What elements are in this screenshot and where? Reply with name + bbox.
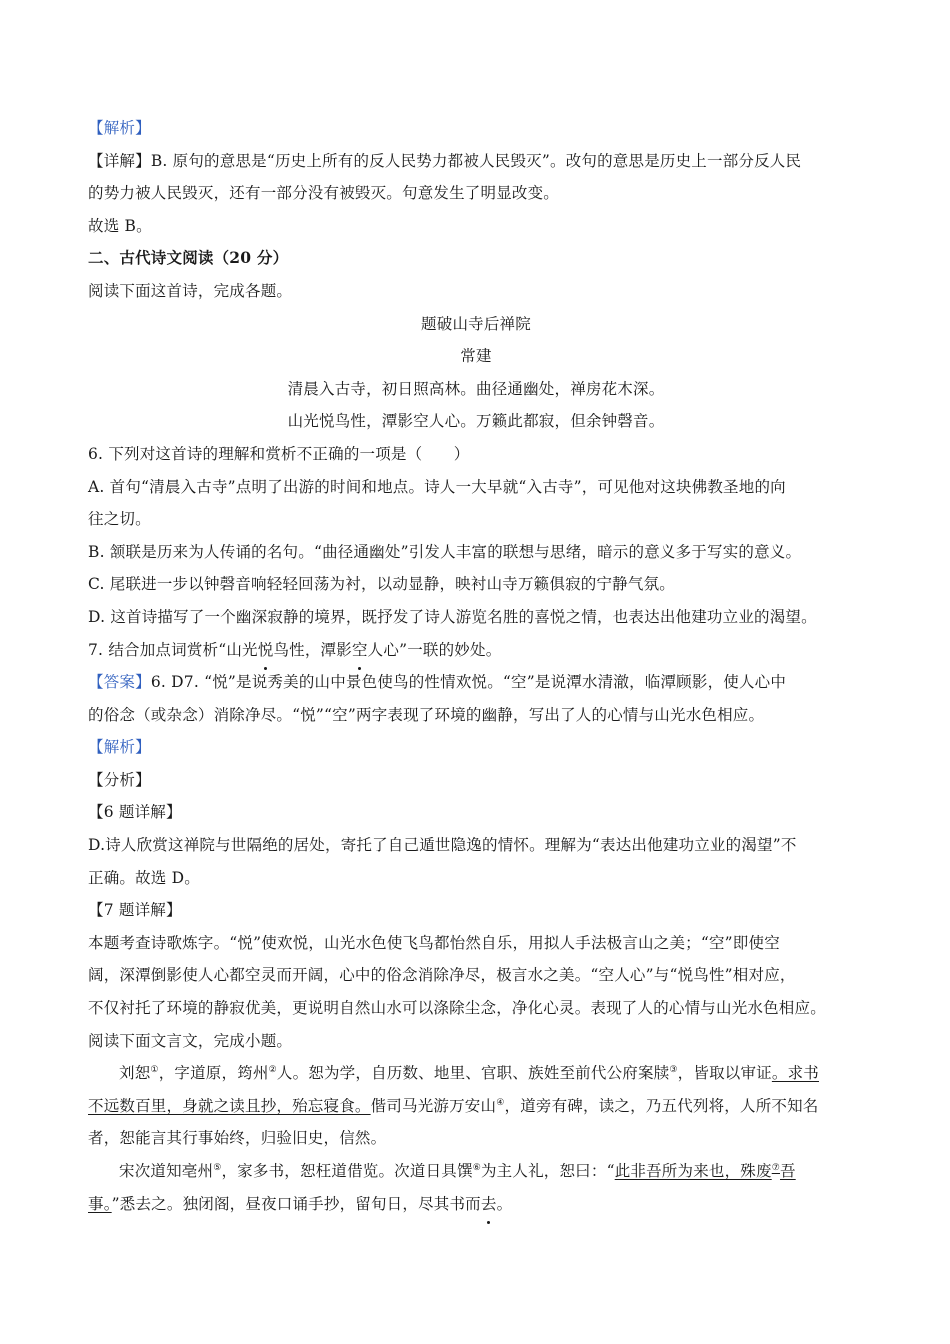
q7-text-part: 7. 结合加点词赏析“山光 [88, 640, 258, 659]
footnote-marker: ③ [669, 1065, 678, 1076]
text-part: ，道旁有碑，读之，乃五代列将，人所不知名 [504, 1096, 819, 1115]
answer-line-1 [88, 666, 864, 699]
classical-p2-line-2 [88, 1188, 864, 1221]
option-b: B. 颔联是历来为人传诵的名句。“曲径通幽处”引发人丰富的联想与思绪，暗示的意义多于写实的意义。 [88, 542, 802, 561]
q6-detail-line-1: D.诗人欣赏这禅院与世隔绝的居处，寄托了自己遁世隐逸的情怀。理解为“表达出他建功立业的渴望”不 [88, 836, 797, 855]
fenxi-label: 【分析】 [88, 770, 151, 789]
question-6-stem: 6. 下列对这首诗的理解和赏析不正确的一项是（ ） [88, 444, 470, 463]
option-a-line-1: A. 首句“清晨入古寺”点明了出游的时间和地点。诗人一大早就“入古寺”，可见他对这块佛教圣地的向 [88, 477, 786, 496]
detail-line-1 [88, 145, 864, 178]
text-part: ，皆取以审证 [677, 1064, 772, 1083]
q7-text-part: 鸟性，潭影 [273, 640, 352, 659]
document-page [88, 112, 864, 1220]
q6-detail-label: 【6 题详解】 [88, 803, 182, 822]
poem-author: 常建 [460, 347, 492, 366]
q7-detail-line-3: 不仅衬托了环境的静寂优美，更说明自然山水可以涤除尘念，净化心灵。表现了人的心情与山光水色相应。 [88, 999, 826, 1018]
text-part: 刘恕 [119, 1064, 151, 1083]
footnote-marker: ⑦ [771, 1163, 780, 1173]
footnote-marker: ⑤ [213, 1163, 222, 1173]
text-part: 。 [496, 1194, 513, 1213]
poem-line-1: 清晨入古寺，初日照高林。曲径通幽处，禅房花木深。 [287, 379, 665, 398]
classical-p1-line-2 [88, 1090, 864, 1123]
footnote-marker: ④ [496, 1097, 505, 1108]
underlined-text: 。求书 [771, 1064, 819, 1083]
classical-p2-line-1 [88, 1155, 864, 1188]
analysis-label-2: 【解析】 [88, 738, 151, 757]
detail-label: 【详解】 [88, 151, 151, 170]
answer-label: 【答案】 [88, 673, 151, 692]
q7-detail-label: 【7 题详解】 [88, 901, 182, 920]
text-part: 为主人礼，恕曰：“ [480, 1162, 615, 1180]
text-part: ”悉去之。独闭阁，昼夜口诵手抄，留旬日，尽其书而 [111, 1194, 481, 1213]
q6-detail-line-2: 正确。故选 D。 [88, 868, 200, 887]
option-d: D. 这首诗描写了一个幽深寂静的境界，既抒发了诗人游览名胜的喜悦之情，也表达出他建功立业的渴望。 [88, 607, 817, 626]
question-7-stem [88, 634, 864, 667]
classical-instruction: 阅读下面文言文，完成小题。 [88, 1031, 293, 1050]
text-part: 宋次道知亳州 [119, 1162, 214, 1180]
q7-detail-line-1: 本题考查诗歌炼字。“悦”使欢悦，山光水色使飞鸟都怡然自乐，用拟人手法极言山之美；“空”即使空 [88, 933, 780, 952]
classical-p1-line-3: 者，恕能言其行事始终，归验旧史，信然。 [88, 1129, 387, 1148]
emphasis-dot-qu: 去 [481, 1188, 497, 1221]
text-part: ，家多书，恕枉道借览。次道日具馔 [221, 1162, 473, 1180]
section-heading: 二、古代诗文阅读（20 分） [88, 248, 289, 268]
poem-title: 题破山寺后禅院 [421, 314, 531, 333]
text-part: ，字道原，筠州 [158, 1064, 269, 1083]
text-part: 人。恕为学，自历数、地里、官职、族姓至前代公府案牍 [276, 1064, 670, 1083]
analysis-label: 【解析】 [88, 119, 151, 137]
footnote-marker: ② [268, 1065, 277, 1076]
answer-line-2: 的俗念（或杂念）消除净尽。“悦”“空”两字表现了环境的幽静，写出了人的心情与山光水色相应。 [88, 705, 765, 724]
footnote-marker: ① [150, 1065, 159, 1076]
emphasis-dot-yue: 悦 [258, 634, 274, 667]
emphasis-dot-kong: 空 [352, 634, 368, 667]
option-c: C. 尾联进一步以钟磬音响轻轻回荡为衬，以动显静，映衬山寺万籁俱寂的宁静气氛。 [88, 575, 675, 594]
option-a-line-2: 往之切。 [88, 510, 151, 529]
underlined-text: 此非吾所为来也，殊废 [614, 1162, 772, 1180]
underlined-text: 不远数百里，身就之读且抄，殆忘寝食。 [88, 1096, 371, 1115]
answer-text: 6. D7. “悦”是说秀美的山中景色使鸟的性情欢悦。“空”是说潭水清澈，临潭顾影，使人心中 [150, 673, 787, 692]
text-part: 偕司马光游万安山 [370, 1096, 497, 1115]
conclusion: 故选 B。 [88, 216, 152, 235]
detail-line-2: 的势力被人民毁灭，还有一部分没有被毁灭。句意发生了明显改变。 [88, 184, 560, 203]
underlined-text: 事。 [88, 1194, 112, 1213]
section-instruction: 阅读下面这首诗，完成各题。 [88, 281, 293, 300]
underlined-text: 吾 [780, 1162, 796, 1180]
footnote-marker: ⑥ [472, 1163, 481, 1173]
q7-text-part: 人心”一联的妙处。 [367, 640, 502, 659]
detail-text: B. 原句的意思是“历史上所有的反人民势力都被人民毁灭”。改句的意思是历史上一部分反人民 [150, 151, 802, 170]
poem-line-2: 山光悦鸟性，潭影空人心。万籁此都寂，但余钟磬音。 [287, 412, 665, 431]
classical-p1-line-1 [88, 1057, 864, 1090]
q7-detail-line-2: 阔，深潭倒影使人心都空灵而开阔，心中的俗念消除净尽，极言水之美。“空人心”与“悦鸟性”相对应， [88, 966, 796, 985]
